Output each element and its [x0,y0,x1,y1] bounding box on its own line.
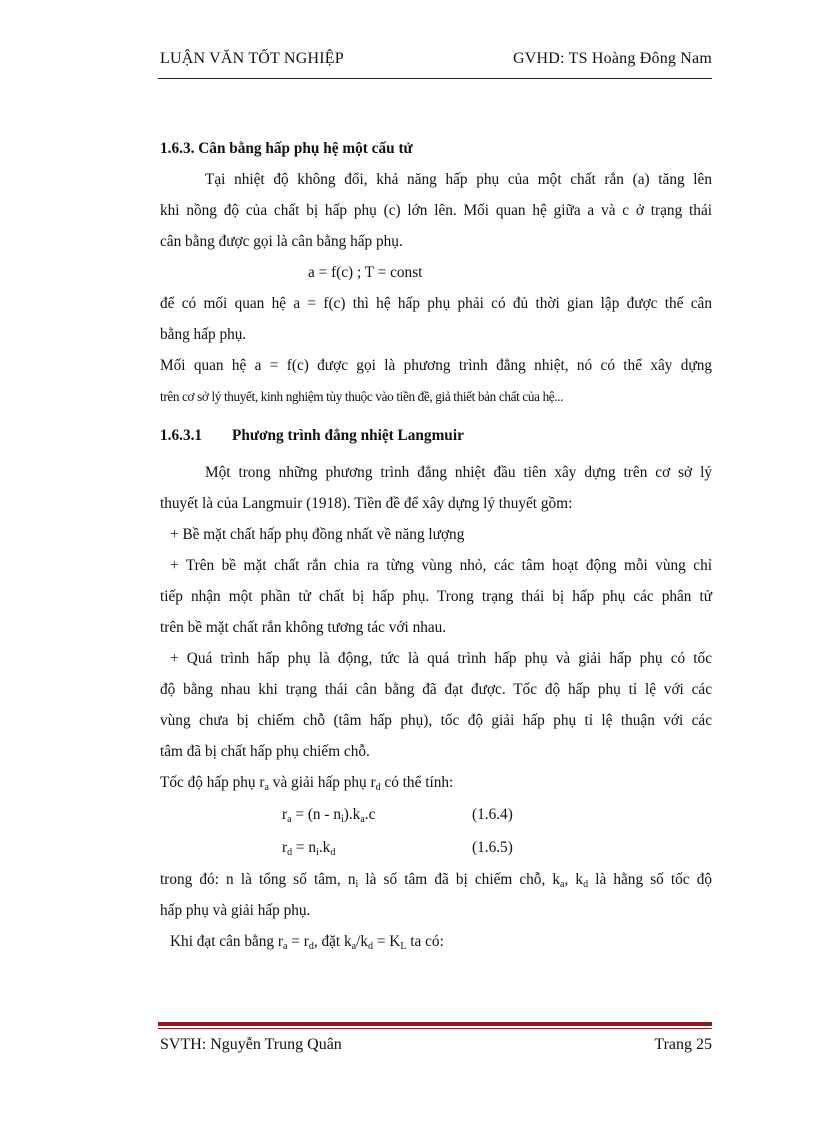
paragraph-line: hấp phụ và giải hấp phụ. [160,902,311,919]
subscript: a [560,879,565,890]
text-run: .k [318,839,331,856]
text-run: /k [356,933,368,950]
text-run: Khi đạt cân bằng r [170,933,283,950]
text-run: , đặt k [313,933,352,950]
paragraph-line: trên bề mặt chất rắn không tương tác với nhau. [160,619,447,636]
subscript: d [583,879,589,890]
text-run: r [282,839,288,856]
text-run: là hằng số tốc độ [588,871,713,888]
subsection-title: Phương trình đẳng nhiệt Langmuir [232,427,464,444]
text-run: có thể tính: [380,774,454,791]
text-run: ta có: [406,933,444,950]
section-heading: 1.6.3. Cân bằng hấp phụ hệ một cấu tử [160,140,413,157]
footer-student: SVTH: Nguyễn Trung Quân [160,1036,342,1053]
page-content [160,133,712,957]
paragraph-line: trên cơ sở lý thuyết, kinh nghiệm tùy thuộc vào tiền đề, giả thiết bản chất của hệ... [160,389,564,404]
bullet-line: + Bề mặt chất hấp phụ đồng nhất về năng lượng [170,526,465,543]
subscript: i [316,847,319,858]
paragraph-line: tâm đã bị chất hấp phụ chiếm chỗ. [160,743,370,760]
text-run: và giải hấp phụ r [268,774,376,791]
page-number: Trang 25 [654,1036,712,1053]
text-run: .c [364,806,376,823]
paragraph-line: bằng hấp phụ. [160,326,247,343]
text-run: = K [373,933,401,950]
subscript: a [283,941,288,952]
subscript: d [368,941,373,952]
paragraph-line: khi nồng độ của chất bị hấp phụ (c) lớn lên. Mối quan hệ giữa a và c ở trạng thái [160,202,712,219]
paragraph-line: Tại nhiệt độ không đổi, khả năng hấp phụ của một chất rắn (a) tăng lên [205,171,712,188]
subscript: a [351,941,357,952]
text-run: là số tâm đã bị chiếm chỗ, k [358,871,561,888]
footer-rule-thick [158,1022,712,1026]
equation-number: (1.6.5) [472,839,513,856]
formula-line: a = f(c) ; T = const [308,264,423,281]
text-run: , k [564,871,584,888]
equilibrium-line [160,926,712,957]
subscript: d [287,847,293,858]
text-run: = n [292,839,317,856]
subscript: a [287,814,292,825]
bullet-line: + Quá trình hấp phụ là động, tức là quá trình hấp phụ và giải hấp phụ có tốc [170,650,712,667]
paragraph-line: tiếp nhận một phần tử chất bị hấp phụ. Trong trạng thái bị hấp phụ các phân tử [160,588,712,605]
paragraph-line: thuyết là của Langmuir (1918). Tiền đề để xây dựng lý thuyết gồm: [160,495,573,512]
paragraph-line: để có mối quan hệ a = f(c) thì hệ hấp phụ phải có đủ thời gian lập được thế cân [160,295,712,312]
equation-number: (1.6.4) [472,806,513,823]
subsection-heading [160,420,712,451]
paragraph-line: Mối quan hệ a = f(c) được gọi là phương trình đẳng nhiệt, nó có thể xây dựng [160,357,712,374]
footer-rule-thin [158,1028,712,1029]
subscript: a [264,782,269,793]
paragraph-line: cân bằng được gọi là cân bằng hấp phụ. [160,233,403,250]
text-run: trong đó: n là tổng số tâm, n [160,871,356,888]
text-run: = r [287,933,309,950]
subscript: d [330,847,336,858]
paragraph-line: Một trong những phương trình đẳng nhiệt đầu tiên xây dựng trên cơ sở lý [205,464,712,481]
equation-body [160,798,472,831]
subscript: d [308,941,314,952]
text-run: = (n - n [291,806,341,823]
equation-1-6-5 [160,831,712,864]
text-run: ).k [343,806,361,823]
page-footer [160,1036,712,1058]
text-run: Tốc độ hấp phụ r [160,774,265,791]
equation-1-6-4 [160,798,712,831]
where-line [160,864,712,895]
subscript: i [355,879,359,890]
page-header [160,50,712,72]
text-run: r [282,806,288,823]
header-thesis-label: LUẬN VĂN TỐT NGHIỆP [160,50,344,67]
subsection-number: 1.6.3.1 [160,427,203,444]
equation-body [160,831,472,864]
subscript: a [360,814,365,825]
header-rule [158,78,712,79]
bullet-line: + Trên bề mặt chất rắn chia ra từng vùng nhỏ, các tâm hoạt động mỗi vùng chỉ [170,557,712,574]
subscript: i [340,814,344,825]
rate-intro-line [160,767,712,798]
subscript: d [375,782,381,793]
paragraph-line: độ bằng nhau khi trạng thái cân bằng đã đạt được. Tốc độ hấp phụ tỉ lệ với các [160,681,712,698]
paragraph-line: vùng chưa bị chiếm chỗ (tâm hấp phụ), tốc độ giải hấp phụ tỉ lệ thuận với các [160,712,712,729]
header-advisor: GVHD: TS Hoàng Đông Nam [513,50,712,67]
subscript: L [400,941,407,952]
